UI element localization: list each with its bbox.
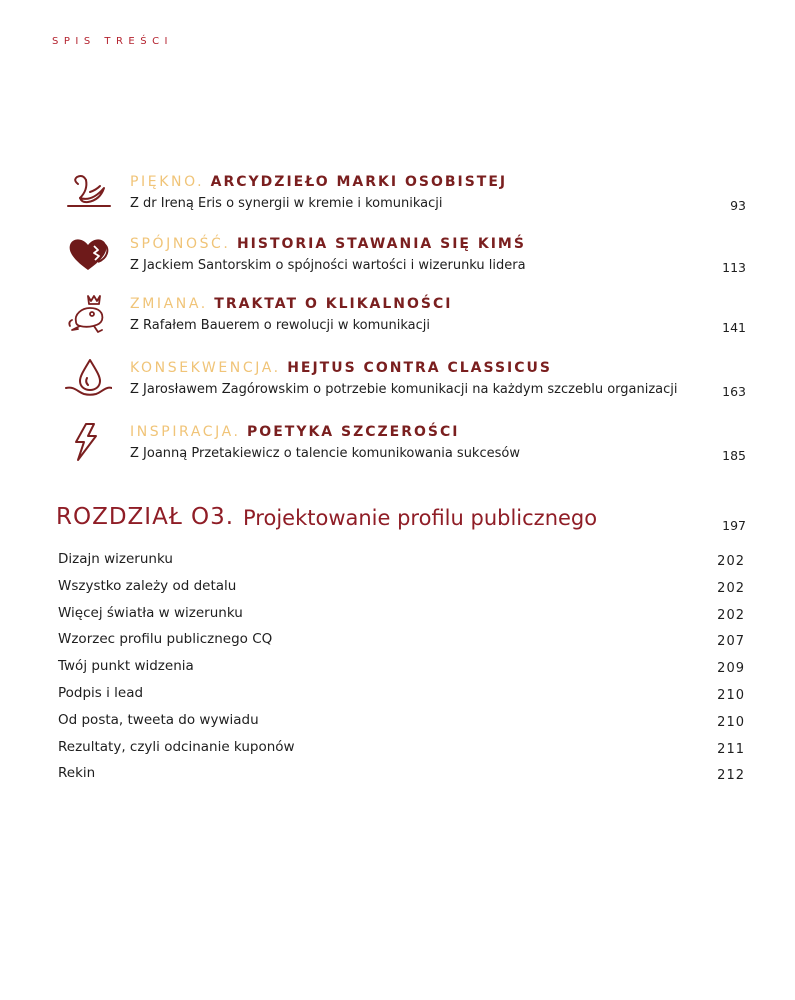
- section-page-number: 202: [717, 554, 745, 569]
- entry-page-number: 185: [722, 448, 746, 463]
- section-label: Od posta, tweeta do wywiadu: [58, 711, 259, 728]
- water-drop-icon: [64, 356, 112, 400]
- section-row[interactable]: [0, 736, 795, 763]
- running-head: SPIS TREŚCI: [52, 36, 174, 47]
- entry-heading: [130, 236, 526, 252]
- entry-title: POETYKA SZCZEROŚCI: [247, 424, 460, 440]
- section-page-number: 210: [717, 714, 745, 730]
- toc-entry[interactable]: [0, 356, 795, 406]
- section-list: [0, 548, 795, 789]
- section-label: Rekin: [58, 765, 96, 782]
- section-label: Więcej światła w wizerunku: [58, 604, 243, 621]
- entry-title: ARCYDZIEŁO MARKI OSOBISTEJ: [210, 174, 508, 190]
- entry-title: TRAKTAT O KLIKALNOŚCI: [214, 296, 453, 312]
- entry-subtitle: Z Jackiem Santorskim o spójności wartości i wizerunku lidera: [130, 258, 526, 273]
- section-page-number: 210: [717, 687, 745, 703]
- chapter-title: Projektowanie profilu publicznego: [243, 506, 598, 530]
- toc-entry[interactable]: [0, 170, 795, 220]
- section-label: Wszystko zależy od detalu: [58, 577, 237, 594]
- section-page-number: 209: [717, 661, 745, 677]
- section-row[interactable]: [0, 655, 795, 682]
- chapter-page-number: 197: [722, 518, 746, 533]
- entry-subtitle: Z Joanną Przetakiewicz o talencie komunikowania sukcesów: [130, 446, 520, 461]
- section-label: Twój punkt widzenia: [58, 658, 194, 675]
- heart-icon: [64, 232, 112, 276]
- lightning-icon: [64, 420, 112, 464]
- entry-subtitle: Z dr Ireną Eris o synergii w kremie i komunikacji: [130, 196, 443, 211]
- section-label: Rezultaty, czyli odcinanie kuponów: [58, 738, 295, 755]
- entry-heading: [130, 424, 460, 440]
- entry-heading: [130, 296, 453, 312]
- entry-keyword: PIĘKNO.: [130, 174, 205, 190]
- section-page-number: 211: [717, 741, 745, 757]
- section-row[interactable]: [0, 602, 795, 629]
- section-page-number: 212: [717, 768, 745, 784]
- section-row[interactable]: [0, 682, 795, 709]
- section-page-number: 202: [717, 580, 745, 596]
- entry-page-number: 93: [730, 198, 746, 213]
- swan-icon: [64, 170, 112, 214]
- section-label: Podpis i lead: [58, 684, 144, 701]
- entry-page-number: 113: [722, 260, 746, 275]
- entry-title: HISTORIA STAWANIA SIĘ KIMŚ: [236, 236, 526, 252]
- section-row[interactable]: [0, 628, 795, 655]
- frog-prince-icon: [64, 292, 112, 336]
- entry-heading: [130, 174, 507, 190]
- section-label: Dizajn wizerunku: [58, 551, 173, 567]
- entry-keyword: SPÓJNOŚĆ.: [130, 236, 231, 252]
- toc-entry[interactable]: [0, 232, 795, 282]
- entry-keyword: ZMIANA.: [130, 296, 208, 312]
- entry-page-number: 163: [722, 384, 746, 399]
- entry-keyword: INSPIRACJA.: [130, 424, 241, 440]
- section-row[interactable]: [0, 709, 795, 736]
- entry-subtitle: Z Rafałem Bauerem o rewolucji w komunikacji: [130, 318, 431, 333]
- section-page-number: 207: [717, 634, 745, 650]
- entry-heading: [130, 360, 552, 376]
- entry-keyword: KONSEKWENCJA.: [130, 360, 281, 376]
- section-row[interactable]: [0, 575, 795, 602]
- section-row[interactable]: [0, 762, 795, 789]
- toc-entry[interactable]: [0, 420, 795, 470]
- toc-entry[interactable]: [0, 292, 795, 342]
- section-row[interactable]: [0, 548, 795, 575]
- section-page-number: 202: [717, 607, 745, 623]
- chapter-heading[interactable]: [0, 504, 795, 540]
- section-label: Wzorzec profilu publicznego CQ: [58, 631, 273, 648]
- entry-page-number: 141: [722, 320, 746, 335]
- entry-title: HEJTUS CONTRA CLASSICUS: [287, 360, 552, 376]
- entry-subtitle: Z Jarosławem Zagórowskim o potrzebie komunikacji na każdym szczeblu organizacji: [130, 382, 678, 397]
- chapter-label: ROZDZIAŁ O3.: [56, 504, 235, 530]
